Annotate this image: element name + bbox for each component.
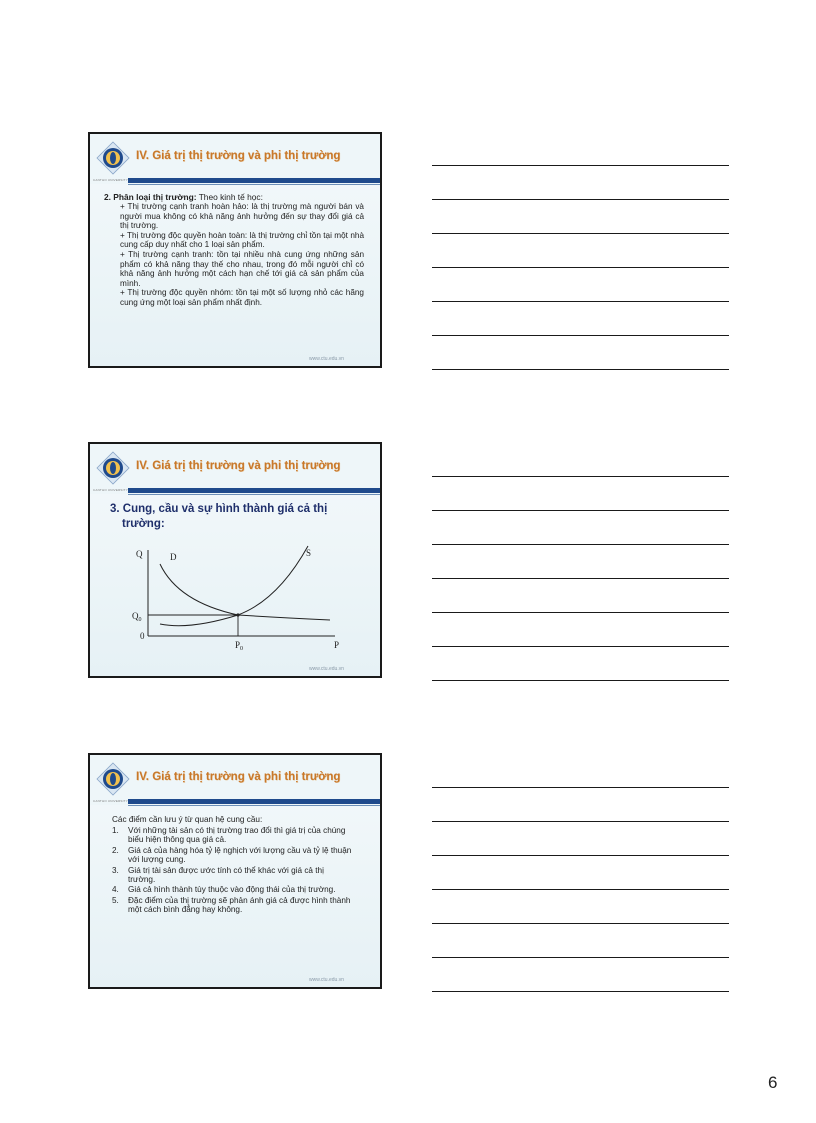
bullet-item: + Thị trường cạnh tranh: tồn tại nhiều nhà cung ứng những sản phẩm có khả năng thay thế cho nhau, trong đó mỗi người chỉ có khả năng ảnh hưởng một cách hạn chế tới giá cả sản phẩm của mình.: [120, 249, 364, 288]
slide-header: [90, 134, 380, 184]
note-line: [432, 821, 729, 822]
note-line: [432, 510, 729, 511]
page-number: 6: [768, 1073, 778, 1092]
bullet-item: + Thị trường độc quyền hoàn toàn: là thị trường chỉ tồn tại một nhà cung cấp duy nhất cho 1 loại sản phẩm.: [120, 230, 364, 250]
slide-title: IV. Giá trị thị trường và phi thị trường: [136, 150, 341, 162]
origin-label: 0: [140, 631, 145, 641]
equilibrium-point: [236, 613, 239, 616]
footer-url: www.ctu.edu.vn: [308, 977, 344, 983]
numbered-item: 4. Giá cả hình thành tùy thuộc vào động thái của thị trường.: [112, 885, 336, 895]
note-line: [432, 335, 729, 336]
p0-label: $P_0$: [235, 640, 244, 652]
subtitle-bold: 2. Phân loại thị trường:: [104, 192, 197, 202]
numbered-item: 1. Với những tài sản có thị trường trao đổi thì giá trị của chúng biểu hiện thông qua giá cả.: [112, 826, 346, 845]
slide-body: [104, 192, 364, 308]
footer-url: www.ctu.edu.vn: [308, 356, 344, 362]
header-rule-thin: [128, 184, 380, 185]
supply-label: S: [306, 548, 312, 558]
slide-title: IV. Giá trị thị trường và phi thị trường: [136, 460, 341, 472]
university-logo-icon: [96, 451, 130, 485]
footer-url: www.ctu.edu.vn: [308, 666, 344, 672]
note-line: [432, 991, 729, 992]
header-rule: [128, 178, 380, 183]
slide-body: [110, 502, 364, 532]
note-line: [432, 233, 729, 234]
logo-caption: CANTHO UNIVERSITY: [93, 488, 128, 492]
supply-demand-graph: [90, 544, 380, 664]
slide-title: IV. Giá trị thị trường và phi thị trường: [136, 771, 341, 783]
bullet-item: + Thị trường cạnh tranh hoàn hảo: là thị trường mà người bán và người mua không có khả năng ảnh hưởng đến sự thay đổi giá cả thị trường.: [120, 202, 364, 231]
note-line: [432, 369, 729, 370]
numbered-item: 2. Giá cả của hàng hóa tỷ lệ nghịch với lượng cầu và tỷ lệ thuận với lượng cung.: [112, 845, 352, 865]
slide-header: [90, 444, 380, 494]
slide-body: [112, 815, 352, 916]
note-line: [432, 612, 729, 613]
x-axis-label: P: [334, 640, 340, 650]
note-line: [432, 923, 729, 924]
note-line: [432, 267, 729, 268]
note-line: [432, 199, 729, 200]
q0-label: $Q_0$: [132, 611, 142, 623]
heading-line-2: trường:: [122, 518, 165, 530]
note-line: [432, 855, 729, 856]
numbered-item: 5. Đặc điểm của thị trường sẽ phản ánh giá cả được hình thành một cách bình đẳng hay không.: [112, 895, 351, 915]
note-line: [432, 165, 729, 166]
header-rule: [128, 799, 380, 804]
note-line: [432, 544, 729, 545]
note-line: [432, 680, 729, 681]
numbered-item: 3. Giá trị tài sản được ước tính có thể khác với giá cả thị trường.: [112, 865, 324, 885]
subtitle-rest: Theo kinh tế học:: [196, 192, 263, 202]
note-line: [432, 957, 729, 958]
slide-header: [90, 755, 380, 805]
heading-line-1: 3. Cung, cầu và sự hình thành giá cả thị: [110, 503, 328, 515]
note-line: [432, 578, 729, 579]
section-heading: [110, 502, 364, 532]
slide-2: [88, 442, 382, 678]
note-line: [432, 889, 729, 890]
logo-caption: CANTHO UNIVERSITY: [93, 178, 128, 182]
note-line: [432, 476, 729, 477]
university-logo-icon: [96, 141, 130, 175]
note-line: [432, 646, 729, 647]
note-line: [432, 787, 729, 788]
logo-caption: CANTHO UNIVERSITY: [93, 799, 128, 803]
header-rule: [128, 488, 380, 493]
section-subtitle: [104, 192, 364, 202]
header-rule-thin: [128, 494, 380, 495]
intro-text: Các điểm cần lưu ý từ quan hệ cung cầu:: [112, 815, 263, 824]
university-logo-icon: [96, 762, 130, 796]
bullet-item: + Thị trường độc quyền nhóm: tồn tại một số lượng nhỏ các hãng cung ứng một loại sản phẩm nhất định.: [120, 288, 364, 307]
demand-label: D: [170, 552, 177, 562]
note-line: [432, 301, 729, 302]
slide-1: [88, 132, 382, 368]
slide-3: [88, 753, 382, 989]
y-axis-label: Q: [136, 549, 143, 559]
header-rule-thin: [128, 805, 380, 806]
